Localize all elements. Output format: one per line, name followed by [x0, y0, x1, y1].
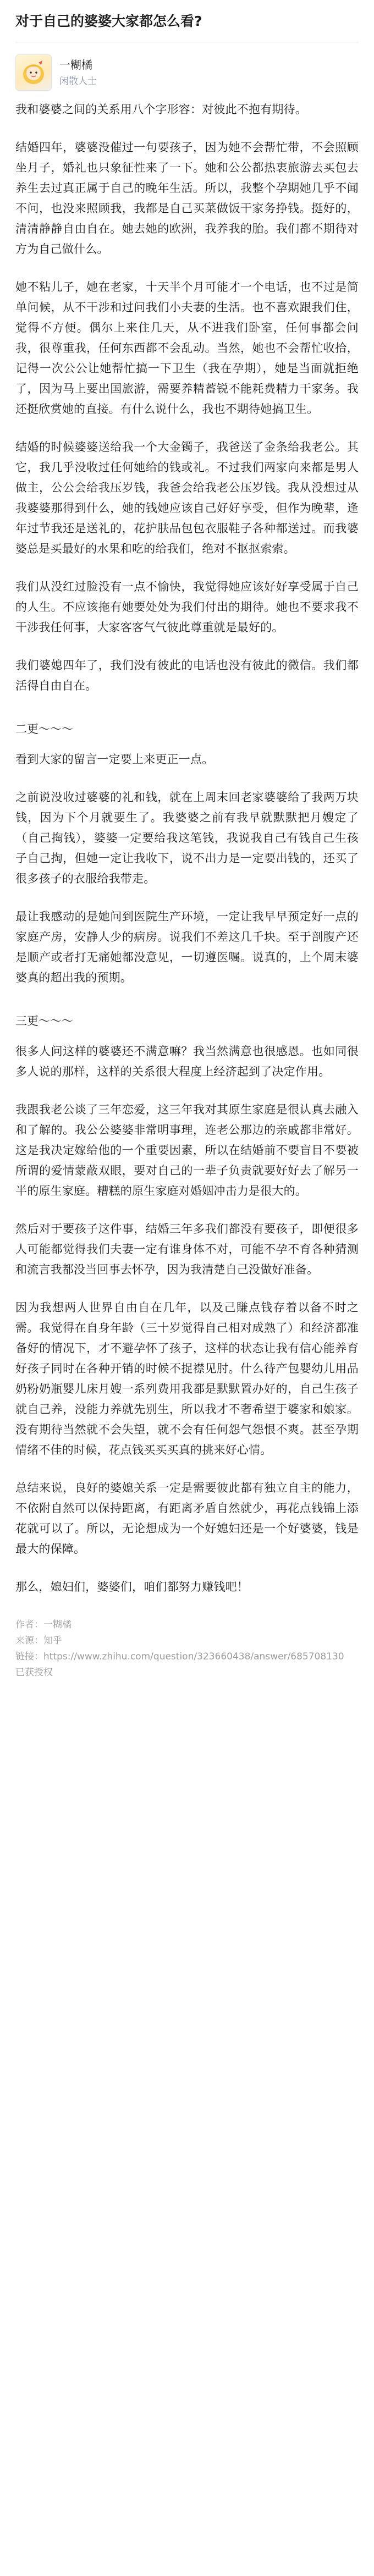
answer-paragraph: 结婚的时候婆婆送给我一个大金镯子，我爸送了金条给我老公。其它，我几乎没收过任何她给的钱或礼。不过我们两家向来都是男人做主，公公会给我压岁钱，我爸会给我老公压岁钱。我从没想过从我婆婆那得到什么，她的钱她应该自己好好享受，但作为晚辈，逢年过节我还是送礼的，花护肤品包包衣服鞋子各种都送过。而我婆婆总是买最好的水果和吃的给我们，绝对不抠抠索索。: [15, 440, 359, 555]
answer-paragraph: 最让我感动的是她问到医院生产环境，一定让我早早预定好一点的家庭产房，安静人少的病房。说我们不差这几千块。至于剖腹产还是顺产或者打无痛她都没意见，一切遵医嘱。说真的，上个周末婆婆真的超出我的预期。: [15, 910, 359, 984]
answer-paragraph: 因为我想两人世界自由自在几年，以及己賺点钱存着以备不时之需。我觉得在自身年龄（三十岁觉得自己相对成熟了）和经济都准备好的情况下，才不避孕怀了孩子，这样的状态让我有信心能养育好孩子同时在各种开销的时候不捉襟见肘。什么待产包婴幼儿用品奶粉奶瓶婴儿床月嫂一系列费用我都是默默置办好的，自己生孩子就自己养，没能力养就先别生，所以我才不奢希望于婆家和娘家。没有期待当然就不会失望，就不会有任何怨气怨恨不爽。甚至孕期情绪不佳的时候，花点钱买买买真的挑来好心情。: [15, 1301, 359, 1457]
answer-paragraph: 我们从没红过脸没有一点不愉快，我觉得她应该好好享受属于自己的人生。不应该拖有她要处处为我们付出的期待。她也不要求我不干涉我任何事，大家客客气气彼此尊重就是最好的。: [15, 580, 359, 634]
answer-paragraph: 那么，媳妇们，婆婆们，咱们都努力赚钱吧！: [15, 1580, 249, 1593]
answer-paragraph: 我跟我老公谈了三年恋爱，这三年我对其原生家庭是很认真去融入和了解的。我公公婆婆非常明事理，连老公那边的亲戚都非常好。这是我决定嫁给他的一个重要因素，所以在结婚前不要盲目不要被所谓的爱情蒙蔽双眼，要对自己的一辈子负责就要好好去了解另一半的原生家庭。糟糕的原生家庭对婚姻冲击力是很大的。: [15, 1103, 359, 1198]
footer-copyright: 已获授权: [15, 1667, 53, 1678]
answer-paragraph: 总结来说，良好的婆媳关系一定是需要彼此都有独立自主的能力，不依附自然可以保持距离，有距离矛盾自然就少，再花点钱锦上添花就可以了。所以，无论想成为一个好媳妇还是一个好婆婆，钱是最大的保障。: [15, 1481, 359, 1555]
section-heading: 三更～～～: [15, 1014, 73, 1028]
author-card: [0, 42, 374, 96]
answer-footer: [0, 1615, 374, 1681]
cartoon-avatar-icon: [17, 56, 50, 89]
answer-paragraph: 结婚四年，婆婆没催过一句要孩子，因为她不会帮忙带，不会照顾坐月子，婚礼也只象征性来了一下。她和公公都热衷旅游去买包去养生去过真正属于自己的晚年生活。所以，我整个孕期她几乎不闻不问，也没来照顾我，我都是自己买菜做饭干家务挣钱。挺好的，清清静静自由自在。她去她的欧洲，我养我的胎。我们都不期待对方为自己做什么。: [15, 141, 359, 256]
answer-paragraph: 之前说没收过婆婆的礼和钱，就在上周末回老家婆婆给了我两万块钱，因为下个月就要生了。我婆婆之前有我早就默默把月嫂定了（自己掏钱），婆婆一定要给我这笔钱，我说我自己有钱自己生孩子自己掏，但她一定让我收下，说不出力是一定要出钱的，还买了很多孩子的衣服给我带走。: [15, 791, 359, 885]
answer-paragraph: 我们婆媳四年了，我们没有彼此的电话也没有彼此的微信。我们都活得自由自在。: [15, 659, 359, 692]
footer-source: 来源：知乎: [15, 1635, 62, 1646]
answer-paragraph: 看到大家的留言一定要上来更正一点。: [15, 753, 214, 766]
footer-link[interactable]: 链接：https://www.zhihu.com/question/323660438/answer/685708130: [15, 1651, 344, 1662]
section-heading: 二更～～～: [15, 722, 73, 736]
answer-paragraph: 很多人问这样的婆婆还不满意嘛？我当然满意也很感恩。也如同很多人说的那样，这样的关系很大程度上经济起到了决定作用。: [15, 1045, 359, 1078]
answer-paragraph: 然后对于要孩子这件事，结婚三年多我们都没有要孩子，即便很多人可能都觉得我们夫妻一定有谁身体不对，可能不孕不育各种猜测和流言我都没当回事去怀孕，因为我清楚自己没做好准备。: [15, 1222, 359, 1276]
author-bio: 闲散人士: [59, 76, 97, 87]
footer-author: 作者：一糊橘: [15, 1619, 72, 1630]
answer-paragraph: 她不粘儿子，她在老家，十天半个月可能才一个电话，也不过是简单问候，从不干涉和过问我们小夫妻的生活。也不喜欢跟我们住，觉得不方便。偶尔上来住几天，从不进我们卧室，任何事都会问我，很尊重我，任何东西都不会乱动。当然，她也不会帮忙收拾，记得一次公公让她帮忙搞一下卫生（我在孕期），她是当面就拒绝了，因为马上要出国旅游，需要养精蓄锐不能耗费精力干家务。我还挺欣赏她的直接。有什么说什么，我也不期待她搞卫生。: [15, 280, 359, 416]
answer-content: [0, 96, 374, 1597]
question-title: 对于自己的婆婆大家都怎么看?: [15, 13, 202, 29]
author-avatar[interactable]: [15, 54, 52, 91]
author-meta: [59, 57, 97, 88]
answer-paragraph: 我和婆婆之间的关系用八个字形容：对彼此不抱有期待。: [15, 103, 307, 116]
author-name[interactable]: 一糊橘: [59, 58, 92, 71]
